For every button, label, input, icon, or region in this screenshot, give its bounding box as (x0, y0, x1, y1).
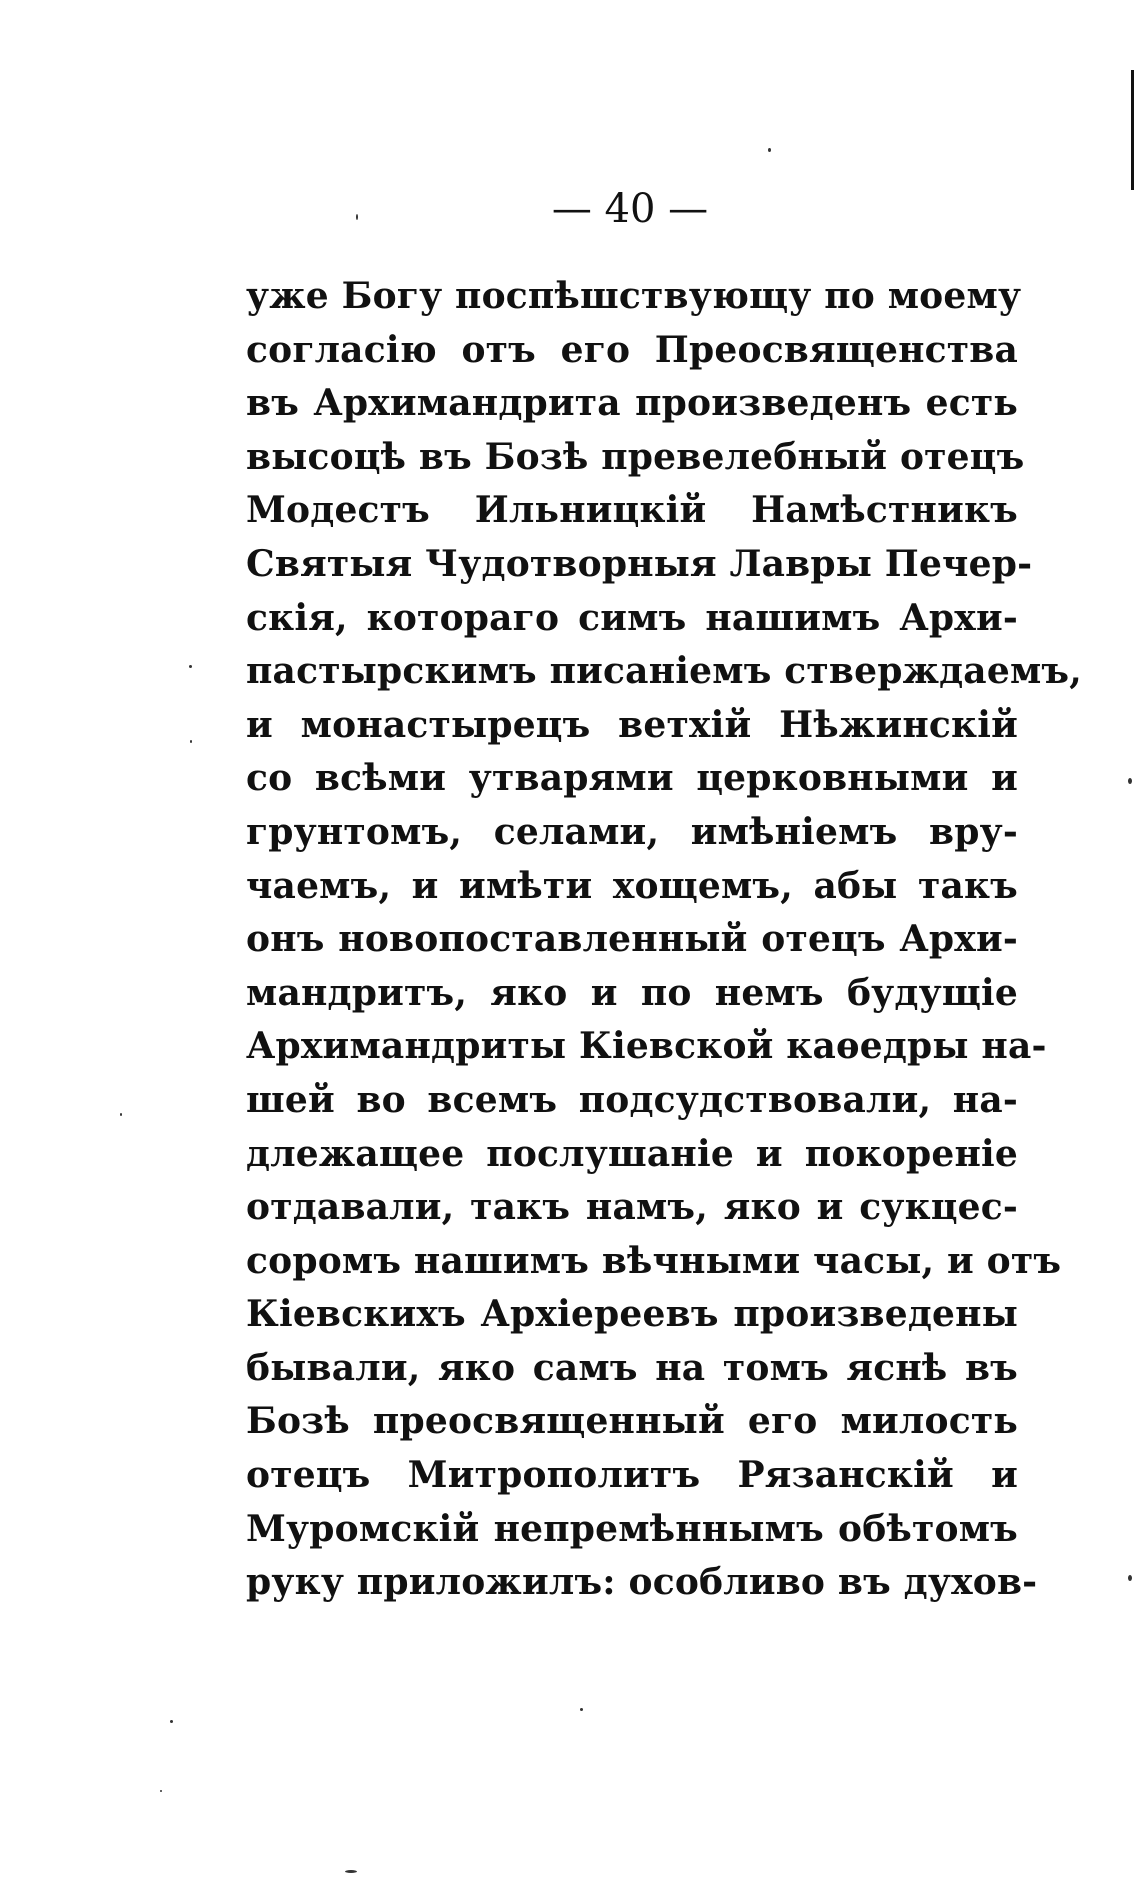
text-line: бывали, яко самъ на томъ яснѣ въ (246, 1346, 1018, 1389)
text-line: Кіевскихъ Архіереевъ произведены (246, 1293, 1018, 1336)
ink-speck (120, 1113, 122, 1116)
ink-speck (356, 214, 358, 220)
text-line: Святыя Чудотворныя Лавры Печер- (246, 542, 1033, 585)
text-line: со всѣми утварями церковными и (246, 757, 1018, 800)
text-line: Архимандриты Кіевской каѳедры на- (246, 1025, 1047, 1068)
text-line: уже Богу поспѣшствующу по моему (246, 275, 1022, 317)
text-line: пастырскимъ писаніемъ стверждаемъ, (246, 650, 1082, 693)
text-line: руку приложилъ: особливо въ духов- (246, 1561, 1038, 1604)
text-line: Муромскій непремѣннымъ обѣтомъ (246, 1507, 1018, 1550)
ink-speck (580, 1708, 583, 1711)
text-line: скія, котораго симъ нашимъ Архи- (246, 596, 1018, 639)
body-text (246, 270, 1082, 1610)
page-edge-mark (1131, 70, 1134, 190)
text-line: Бозѣ преосвященный его милость (246, 1400, 1018, 1443)
text-line: въ Архимандрита произведенъ есть (246, 382, 1018, 425)
ink-speck (768, 148, 771, 152)
ink-speck (1128, 1575, 1132, 1581)
ink-speck (1128, 778, 1132, 784)
page-number: — 40 — (551, 186, 709, 232)
text-line: соромъ нашимъ вѣчными часы, и отъ (246, 1239, 1062, 1282)
ink-speck (170, 1720, 173, 1723)
ink-speck (189, 665, 192, 668)
text-line: грунтомъ, селами, имѣніемъ вру- (246, 810, 1018, 853)
text-line: согласію отъ его Преосвященства (246, 328, 1018, 371)
text-line: отецъ Митрополитъ Рязанскій и (246, 1454, 1018, 1497)
text-line: чаемъ, и имѣти хощемъ, абы такъ (246, 864, 1018, 907)
ink-speck (345, 1870, 357, 1873)
text-line: отдавали, такъ намъ, яко и сукцес- (246, 1186, 1018, 1229)
text-line: длежащее послушаніе и покореніе (246, 1132, 1018, 1175)
text-line: и монастырецъ ветхій Нѣжинскій (246, 703, 1018, 746)
text-line: Модестъ Ильницкій Намѣстникъ (246, 489, 1018, 532)
ink-speck (190, 740, 192, 743)
text-line: мандритъ, яко и по немъ будущіе (246, 971, 1018, 1014)
text-line: шей во всемъ подсудствовали, на- (246, 1078, 1018, 1121)
text-line: высоцѣ въ Бозѣ превелебный отецъ (246, 435, 1025, 478)
text-line: онъ новопоставленный отецъ Архи- (246, 918, 1018, 961)
ink-speck (160, 1790, 162, 1792)
